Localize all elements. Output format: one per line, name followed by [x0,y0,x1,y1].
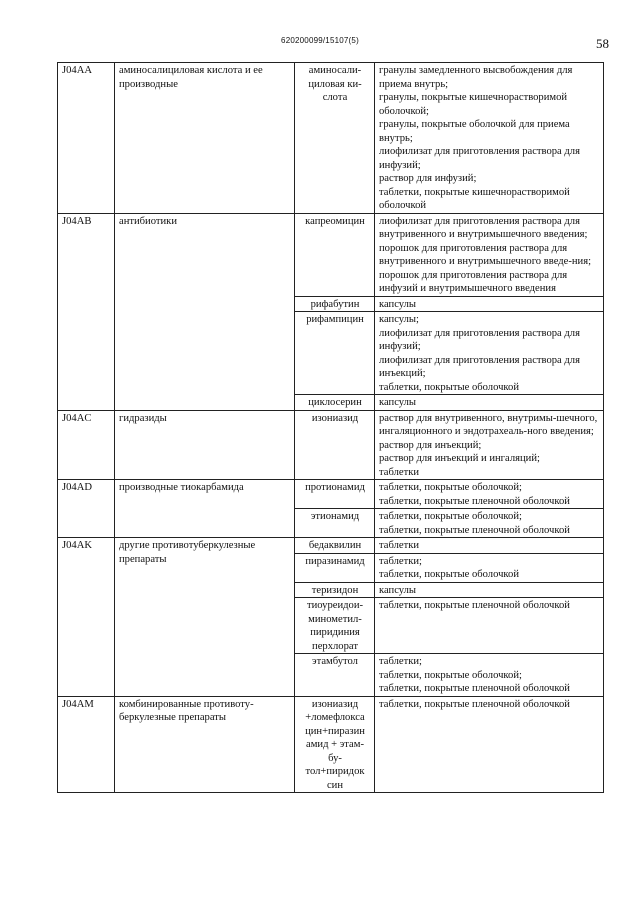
group-name-cell: производные тиокарбамида [115,480,295,538]
substance-cell: циклосерин [295,395,375,411]
substance-cell: рифабутин [295,296,375,312]
dosage-forms-cell [375,395,604,411]
dosage-form-item: таблетки, покрытые оболочкой [379,569,519,580]
dosage-forms-cell [375,296,604,312]
dosage-form-item: раствор для инфузий; [379,173,477,184]
dosage-form-item: лиофилизат для приготовления раствора для внутривенного и внутримышечного введения; [379,215,588,240]
table-body [58,63,604,793]
substance-cell: капреомицин [295,213,375,296]
substance-cell: этионамид [295,509,375,538]
dosage-forms-cell [375,509,604,538]
atc-code-cell: J04AC [58,410,115,480]
table-row [58,696,604,793]
group-name-cell: антибиотики [115,213,295,410]
table-row [58,538,604,554]
substance-cell: аминосали- циловая ки- слота [295,63,375,214]
document-number: 620200099/15107(5) [281,36,359,45]
table-row [58,410,604,480]
dosage-forms-cell [375,696,604,793]
substance-cell: этамбутол [295,654,375,697]
substance-cell: протионамид [295,480,375,509]
substance-cell: тиоуреидои- минометил- пиридиния перхлорат [295,598,375,654]
dosage-form-item: порошок для приготовления раствора для инфузий и внутримышечного введения [379,269,568,294]
atc-code-cell: J04AB [58,213,115,410]
atc-code-cell: J04AM [58,696,115,793]
dosage-form-item: таблетки, покрытые пленочной оболочкой [379,698,570,710]
dosage-form-item: таблетки, покрытые пленочной оболочкой [379,524,570,536]
table-row [58,63,604,214]
substance-cell: пиразинамид [295,553,375,582]
dosage-forms-cell [375,312,604,395]
dosage-form-item: таблетки, покрытые оболочкой; [379,669,522,681]
atc-code-cell: J04AD [58,480,115,538]
group-name-cell: комбинированные противоту-беркулезные препараты [115,696,295,793]
dosage-forms-cell [375,598,604,654]
dosage-form-item: капсулы [379,397,417,408]
dosage-form-item: лиофилизат для приготовления раствора для инъекций; [379,354,580,379]
group-name-cell: другие противотуберкулезные препараты [115,538,295,697]
dosage-form-item: раствор для внутривенного, внутримы-шечного, ингаляционного и эндотрахеаль-ного введения; [379,412,598,437]
dosage-forms-cell [375,582,604,598]
dosage-form-item: лиофилизат для приготовления раствора для инфузий; [379,146,580,171]
dosage-form-item: таблетки, покрытые кишечнорастворимой оболочкой [379,186,570,211]
dosage-form-item: гранулы, покрытые кишечнорастворимой оболочкой; [379,92,568,117]
dosage-forms-cell [375,553,604,582]
group-name-cell: гидразиды [115,410,295,480]
substance-cell: бедаквилин [295,538,375,554]
dosage-form-item: капсулы; [379,314,419,325]
dosage-forms-cell [375,63,604,214]
dosage-forms-cell [375,410,604,480]
dosage-form-item: капсулы [379,584,417,596]
page-number: 58 [596,36,609,51]
dosage-form-item: гранулы замедленного высвобождения для приема внутрь; [379,65,573,90]
dosage-form-item: гранулы, покрытые оболочкой для приема внутрь; [379,119,570,144]
dosage-form-item: таблетки, покрытые оболочкой; [379,511,522,522]
dosage-form-item: таблетки; [379,656,422,667]
dosage-forms-cell [375,480,604,509]
table-row [58,213,604,296]
dosage-form-item: таблетки, покрытые оболочкой [379,381,519,393]
dosage-form-item: таблетки, покрытые пленочной оболочкой [379,495,570,507]
dosage-form-item: раствор для инъекций и ингаляций; [379,453,540,464]
dosage-form-item: таблетки, покрытые пленочной оболочкой [379,683,570,694]
dosage-form-item: лиофилизат для приготовления раствора для инфузий; [379,327,580,352]
dosage-forms-cell [375,538,604,554]
atc-code-cell: J04AK [58,538,115,697]
substance-cell: рифампицин [295,312,375,395]
atc-code-cell: J04AA [58,63,115,214]
dosage-forms-cell [375,213,604,296]
dosage-form-item: порошок для приготовления раствора для внутривенного и внутримышечного введе-ния; [379,242,592,267]
dosage-form-item: таблетки; [379,555,422,567]
drug-classification-table [57,62,604,793]
dosage-forms-cell [375,654,604,697]
dosage-form-item: таблетки, покрытые оболочкой; [379,482,522,493]
substance-cell: изониазид [295,410,375,480]
dosage-form-item: таблетки [379,466,420,478]
dosage-form-item: раствор для инъекций; [379,439,482,451]
dosage-form-item: капсулы [379,298,417,310]
substance-cell: изониазид +ломефлокса цин+пиразин амид + этам- бу- тол+пиридок син [295,696,375,793]
dosage-form-item: таблетки, покрытые пленочной оболочкой [379,600,570,611]
group-name-cell: аминосалициловая кислота и ее производные [115,63,295,214]
table-row [58,480,604,509]
substance-cell: теризидон [295,582,375,598]
dosage-form-item: таблетки [379,540,420,551]
